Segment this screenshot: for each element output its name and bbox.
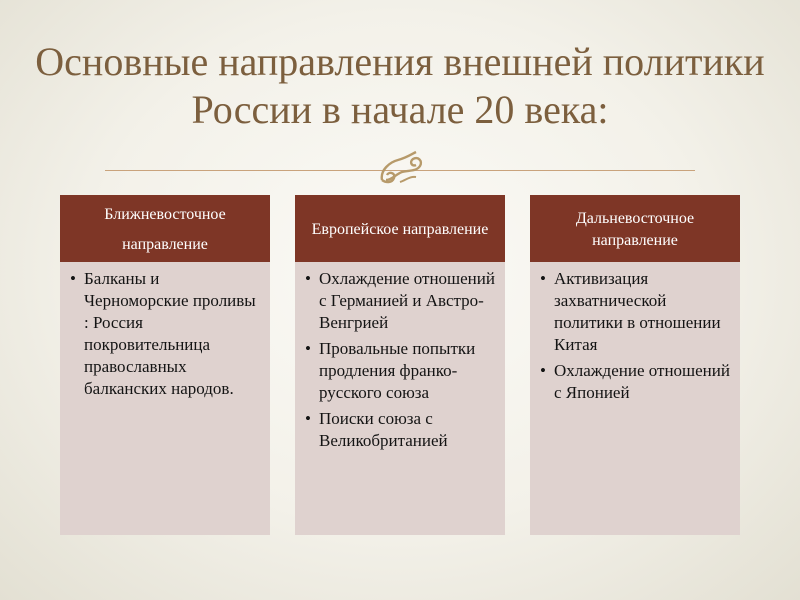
card-list — [303, 268, 497, 452]
card-middle-east — [60, 195, 270, 535]
list-item: • Активизация захватнической политики в отношении Китая — [554, 268, 732, 356]
card-header: Европейское направление — [295, 195, 505, 262]
list-item: • Охлаждение отношений с Японией — [554, 360, 732, 404]
scroll-flourish-icon — [376, 150, 426, 184]
card-body — [530, 262, 740, 535]
card-far-east — [530, 195, 740, 535]
slide-title: Основные направления внешней политики России в начале 20 века: — [35, 39, 765, 132]
list-item: • Охлаждение отношений с Германией и Австро-Венгрией — [319, 268, 497, 334]
card-list — [538, 268, 732, 404]
card-header: Ближневосточное направление — [60, 195, 270, 262]
list-item: • Провальные попытки продления франко-русского союза — [319, 338, 497, 404]
card-europe — [295, 195, 505, 535]
list-item: • Поиски союза с Великобританией — [319, 408, 497, 452]
list-item: • Балканы и Черноморские проливы : Россия покровительница православных балканских народов. — [84, 268, 262, 400]
card-body — [295, 262, 505, 535]
card-list — [68, 268, 262, 400]
card-body — [60, 262, 270, 535]
card-header: Дальневосточное направление — [530, 195, 740, 262]
